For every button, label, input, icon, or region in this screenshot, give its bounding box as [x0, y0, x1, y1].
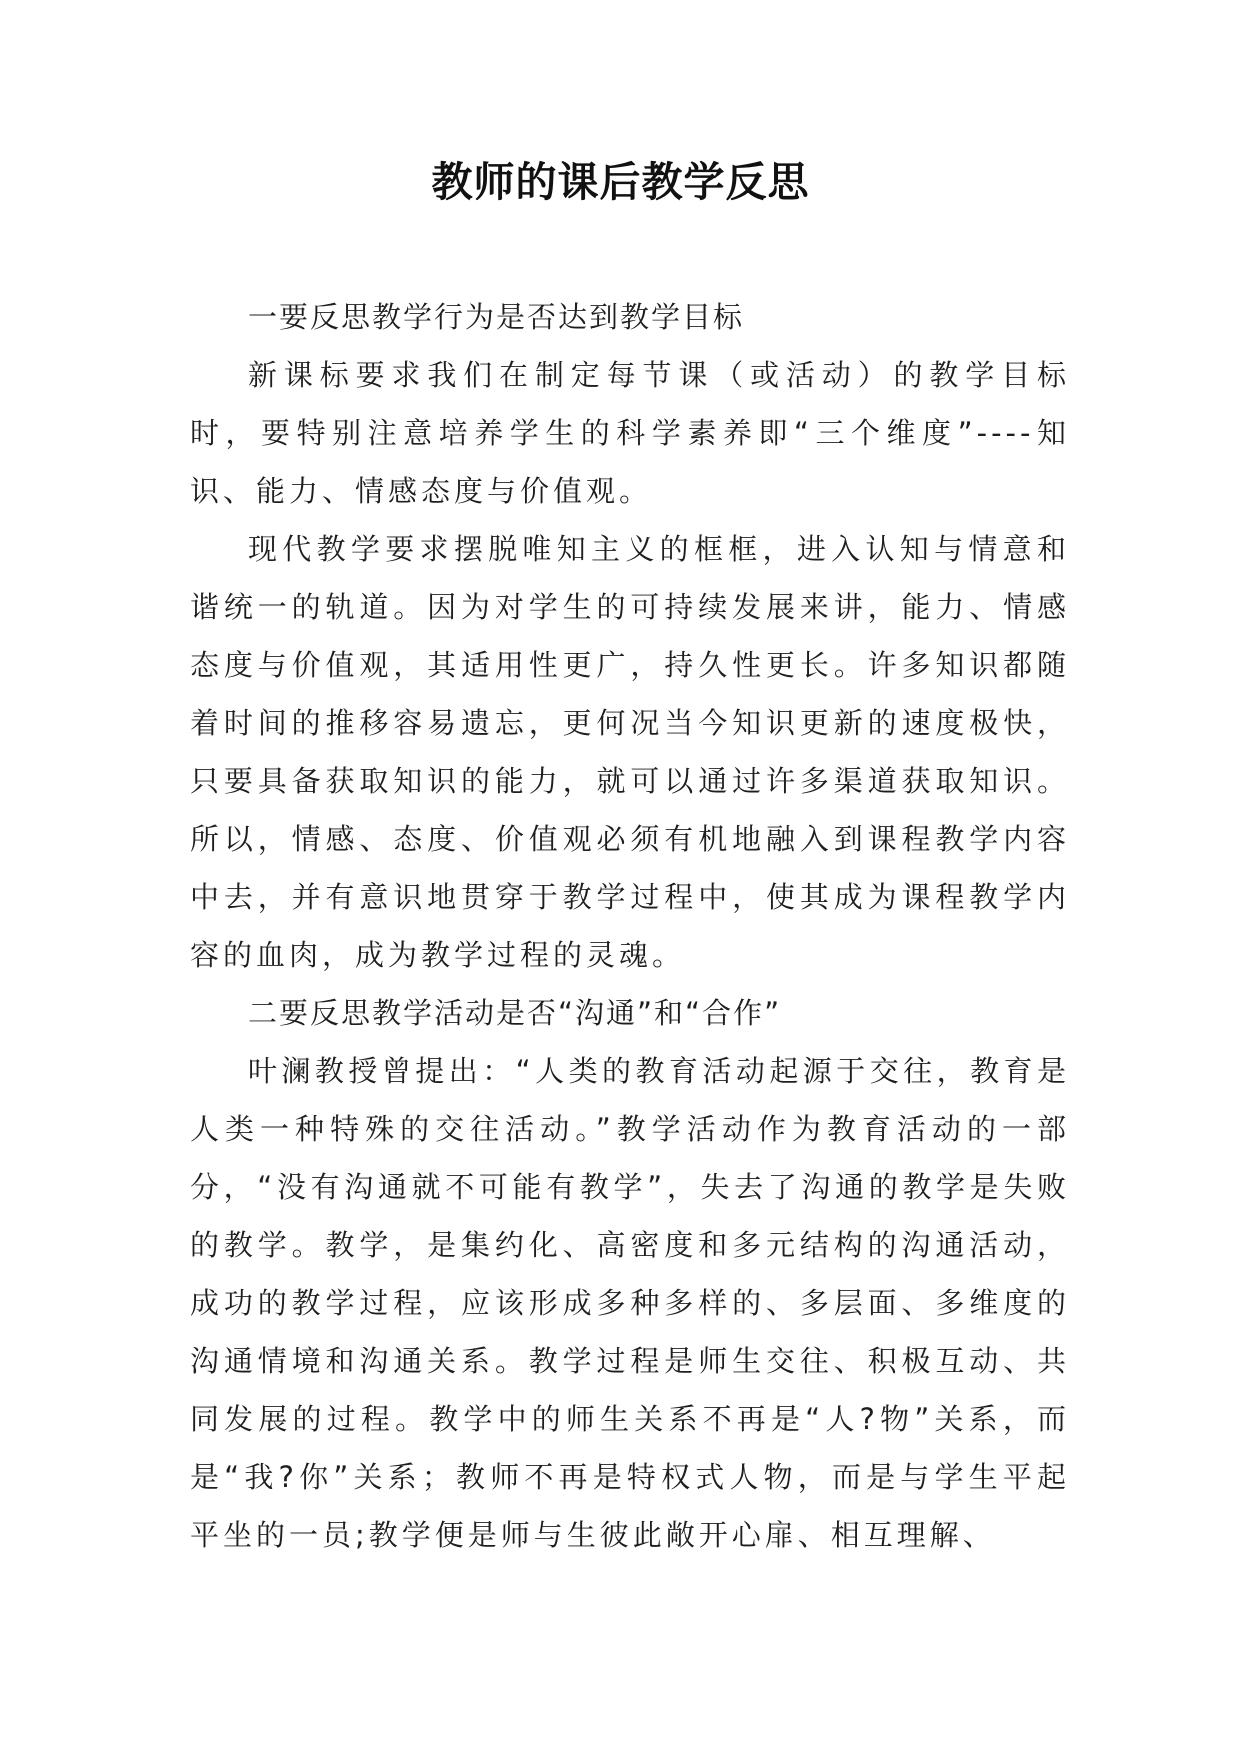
section-heading-2: 二要反思教学活动是否“沟通”和“合作” [248, 996, 782, 1030]
paragraph: 现代教学要求摆脱唯知主义的框框，进入认知与情意和谐统一的轨道。因为对学生的可持续发展来讲，能力、情感态度与价值观，其适用性更广，持久性更长。许多知识都随着时间的推移容易遗忘，更何况当今知识更新的速度极快，只要具备获取知识的能力，就可以通过许多渠道获取知识。所以，情感、态度、价值观必须有机地融入到课程教学内容中去，并有意识地贯穿于教学过程中，使其成为课程教学内容的血肉，成为教学过程的灵魂。 [190, 532, 1070, 972]
section-heading-1: 一要反思教学行为是否达到教学目标 [248, 300, 745, 334]
document-title: 教师的课后教学反思 [431, 158, 810, 206]
paragraph: 新课标要求我们在制定每节课（或活动）的教学目标时，要特别注意培养学生的科学素养即“三个维度”----知识、能力、情感态度与价值观。 [190, 358, 1070, 508]
document-body [190, 288, 1070, 1564]
paragraph: 叶澜教授曾提出：“人类的教育活动起源于交往，教育是人类一种特殊的交往活动。”教学活动作为教育活动的一部分，“没有沟通就不可能有教学”，失去了沟通的教学是失败的教学。教学，是集约化、高密度和多元结构的沟通活动，成功的教学过程，应该形成多种多样的、多层面、多维度的沟通情境和沟通关系。教学过程是师生交往、积极互动、共同发展的过程。教学中的师生关系不再是“人?物”关系，而是“我?你”关系；教师不再是特权式人物，而是与学生平起平坐的一员;教学便是师与生彼此敞开心扉、相互理解、 [190, 1054, 1070, 1552]
